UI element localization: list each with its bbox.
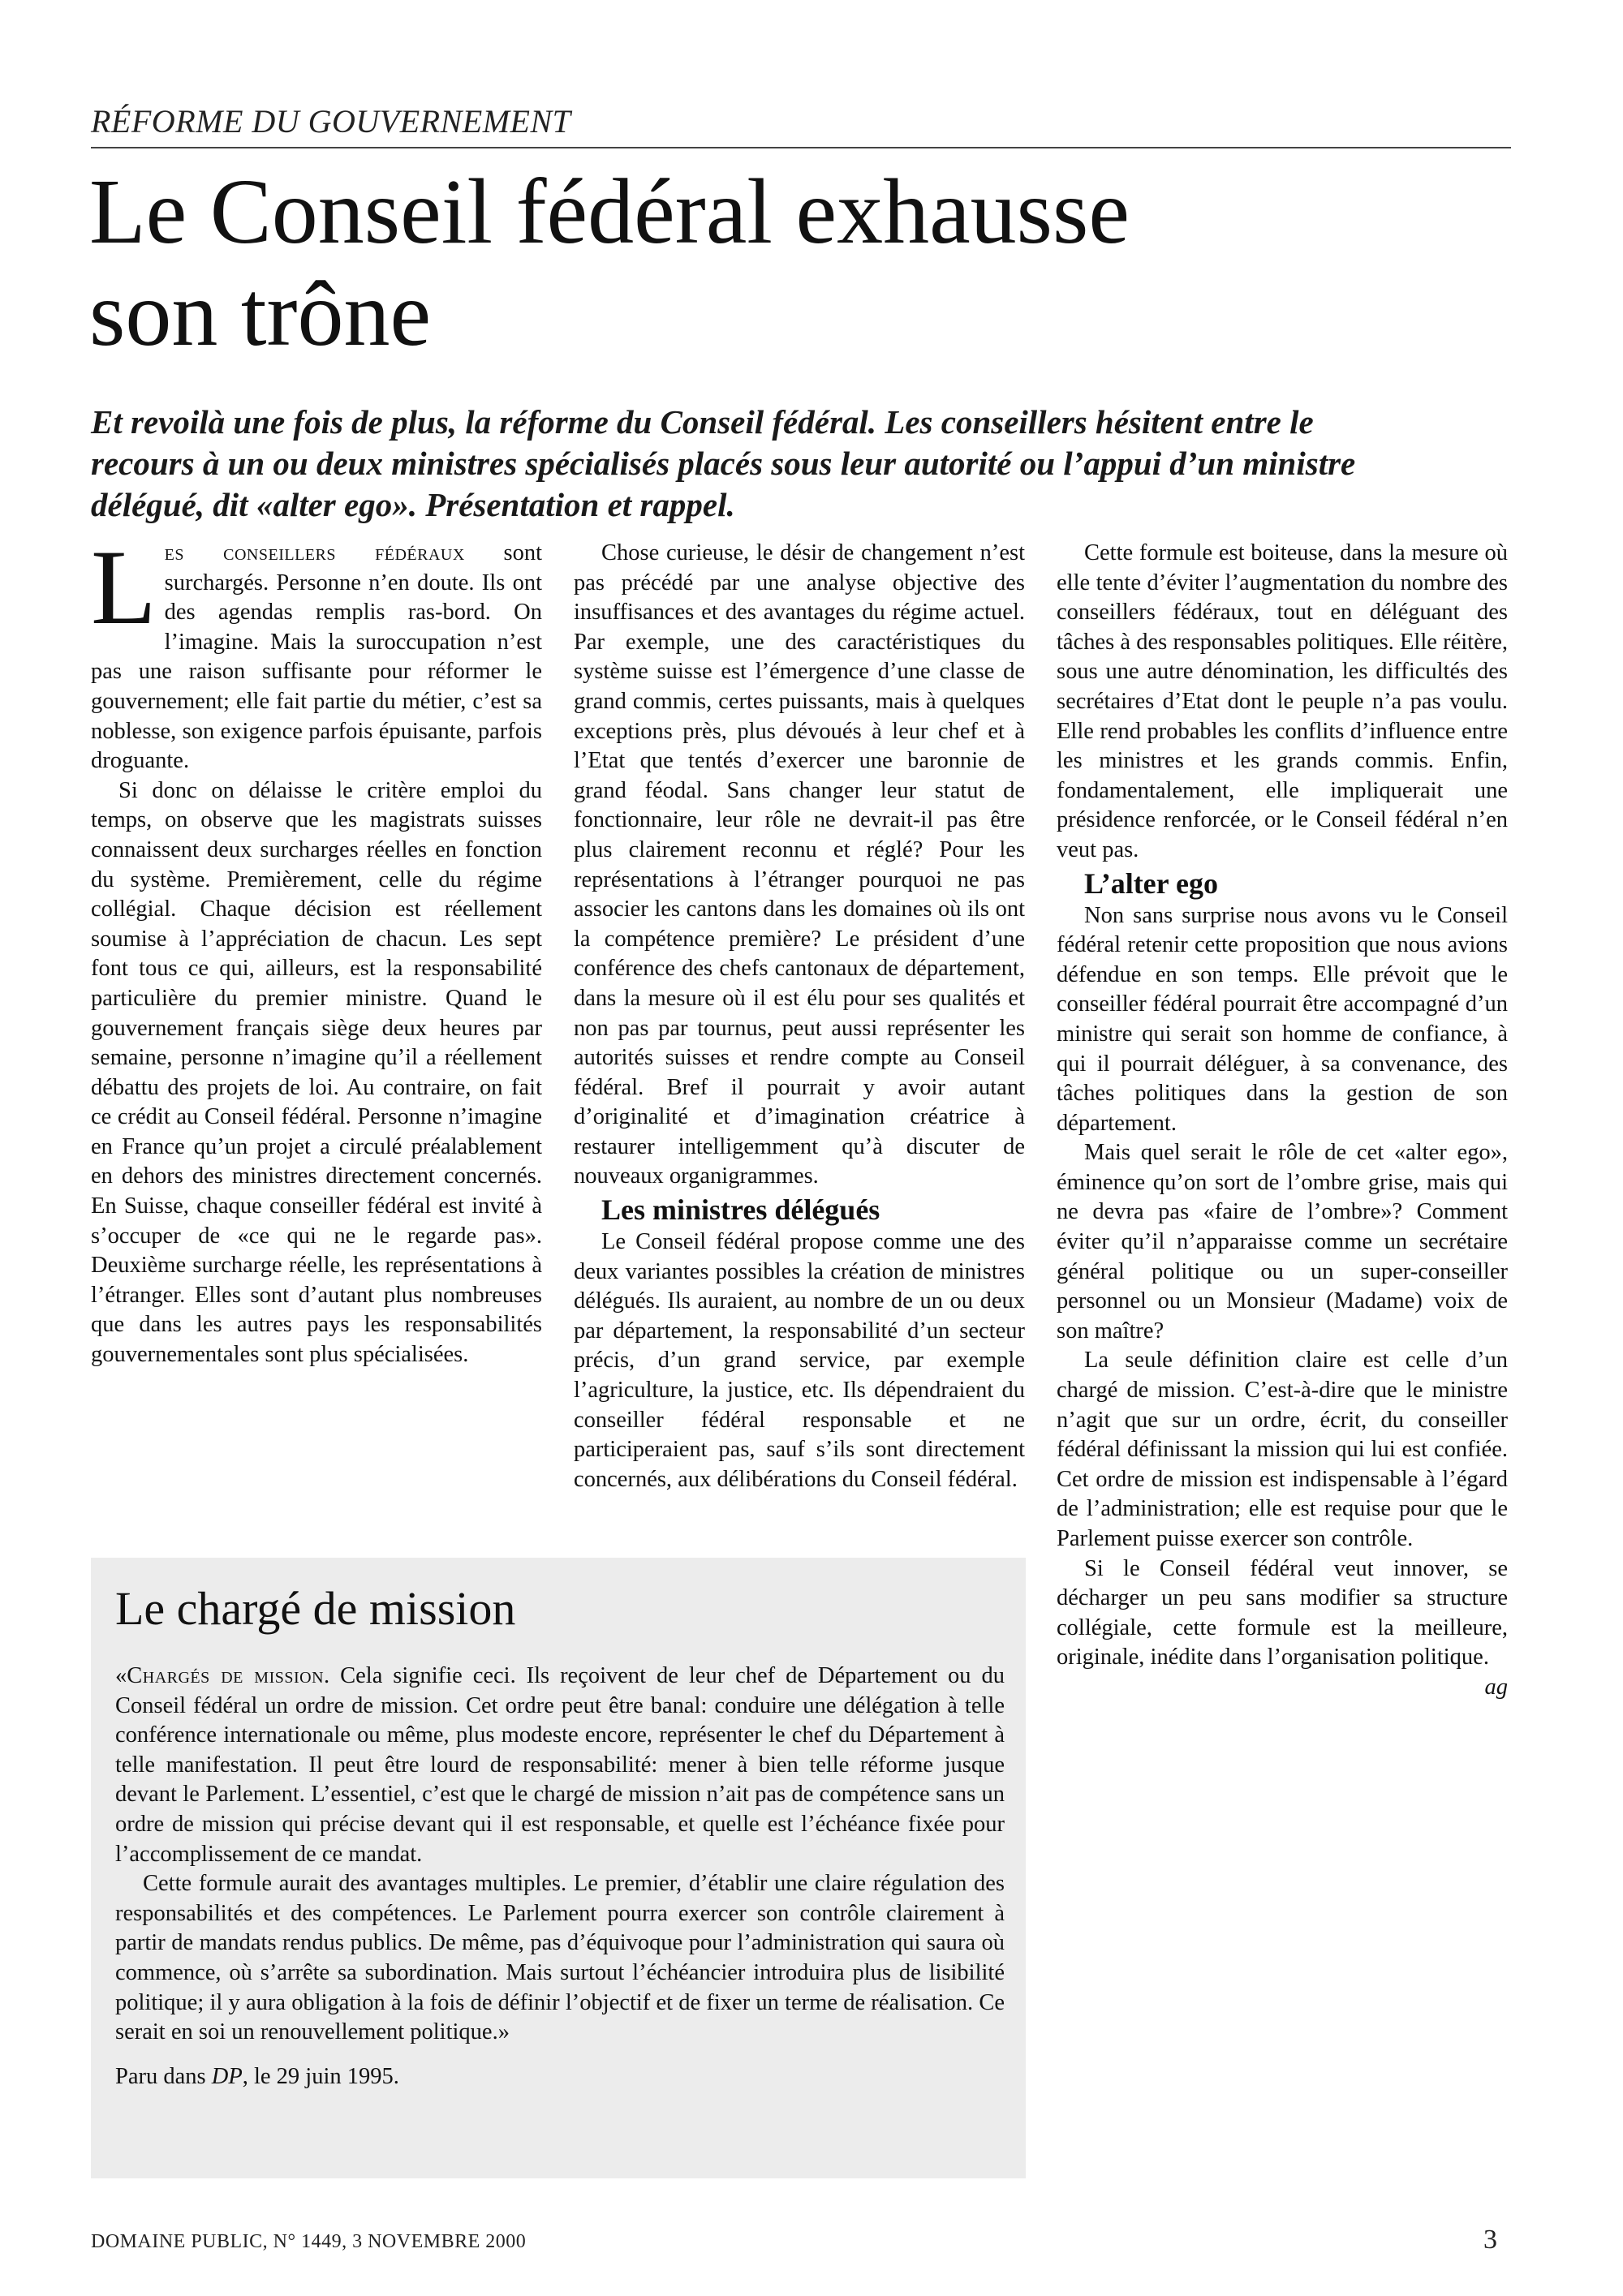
author-signoff: ag (1484, 1674, 1508, 1700)
section-kicker: RÉFORME DU GOUVERNEMENT (91, 102, 1511, 148)
sidebar-box (91, 1558, 1026, 2178)
box-lead-smallcaps: Chargés de mission (127, 1663, 325, 1688)
box-paragraph-2: Cette formule aurait des avantages multiples. Le premier, d’établir une claire régulation des responsabilités et des compétences. Le Parlement pourra exercer son contrôle clairement à partir de mandats rendus publics. De même, pas d’équivoque pour l’administration qui saura où commence, où s’arrête sa subordination. Mais surtout l’échéancier introduira plus de lisibilité politique; il y aura obligation à la fois de définir l’objectif et de fixer un terme de réalisation. Ce serait en soi un renouvellement politique.» (115, 1871, 1005, 2045)
article-paragraph-4: Le Conseil fédéral propose comme une des deux variantes possibles la création de ministres délégués. Ils auraient, au nombre de un ou deux par département, la responsabilité d’un secteur précis, d’un grand service, par exemple l’agriculture, la justice, etc. Ils dépendraient du conseiller fédéral responsable et ne participeraient pas, sauf s’ils sont directement concernés, aux délibérations du Conseil fédéral. (574, 1229, 1025, 1492)
subheading-alter-ego: L’alter ego (1084, 866, 1218, 900)
article-paragraph-1 (91, 527, 542, 776)
article-paragraph-9 (1057, 1554, 1508, 1700)
subheading-ministres-delegues: Les ministres délégués (601, 1193, 880, 1227)
article-paragraph-1-text: sont surchargés. Personne n’en doute. Ils ont des agendas remplis ras-bord. On l’imagine. Mais la suroccupation n’est pas une raison suffisante pour réformer le gouvernement; elle fait partie du métier, c’est sa noblesse, son exigence parfois épuisante, parfois droguante. (91, 540, 542, 774)
article-column-1 (91, 527, 542, 1370)
drop-cap: L (91, 527, 157, 647)
box-paragraph-1-text: . Cela signifie ceci. Ils reçoivent de leur chef de Département ou du Conseil fédéral un ordre de mission. Cet ordre peut être banal: conduire une délégation à telle conférence internationale ou même, plus modeste encore, représenter le chef du Département à telle manifestation. Il peut être lourd de responsabilité: mener à bien telle réforme jusque devant le Parlement. L’essentiel, c’est que le chargé de mission n’ait pas de compétence sans un ordre de mission qui précise devant qui il est responsable, et quelle est l’échéance fixée pour l’accomplissement de ce mandat. (115, 1663, 1005, 1867)
source-suffix: , le 29 juin 1995. (242, 2063, 399, 2089)
headline (89, 161, 1469, 365)
article-paragraph-8: La seule définition claire est celle d’un chargé de mission. C’est-à-dire que le ministre n’agit que sur un ordre, écrit, du conseiller fédéral définissant la mission qui lui est confiée. Cet ordre de mission est indispensable à l’égard de l’administration; elle est requise pour que le Parlement puisse exercer son contrôle. (1057, 1348, 1508, 1551)
open-quote: « (115, 1663, 127, 1688)
headline-line-1: Le Conseil fédéral exhausse (89, 160, 1130, 263)
article-column-3 (1057, 539, 1508, 1703)
article-paragraph-6: Non sans surprise nous avons vu le Conseil fédéral retenir cette proposition que nous avions défendue en son temps. Elle prévoit que le conseiller fédéral pourrait être accompagné d’un ministre qui serait son homme de confiance, à qui il pourrait déléguer, à sa convenance, des tâches politiques dans la gestion de son département. (1057, 902, 1508, 1136)
article-paragraph-5: Cette formule est boiteuse, dans la mesure où elle tente d’éviter l’augmentation du nombre des conseillers fédéraux, tout en déléguant des tâches à des responsables politiques. Elle réitère, sous une autre dénomination, les difficultés des secrétaires d’Etat dont le peuple n’a pas voulu. Elle rend probables les conflits d’influence entre les ministres et les grands commis. Enfin, fondamentalement, elle impliquerait une présidence renforcée, or le Conseil fédéral n’en veut pas. (1057, 540, 1508, 862)
article-paragraph-2: Si donc on délaisse le critère emploi du temps, on observe que les magistrats suisses connaissent deux surcharges réelles en fonction du système. Premièrement, celle du régime collégial. Chaque décision est réellement soumise à l’appréciation de chacun. Les sept font tous ce qui, ailleurs, est la responsabilité particulière du premier ministre. Quand le gouvernement français siège deux heures par semaine, personne n’imagine qu’il a réellement débattu des projets de loi. Au contraire, on fait ce crédit au Conseil fédéral. Personne n’imagine en France qu’un projet a circulé préalablement en dehors des ministres directement concernés. En Suisse, chaque conseiller fédéral est invité à s’occuper de «ce qui ne le regarde pas». Deuxième surcharge réelle, les représentations à l’étranger. Elles sont d’autant plus nombreuses que dans les autres pays les responsabilités gouvernementales sont plus spécialisées. (91, 777, 542, 1368)
article-paragraph-7: Mais quel serait le rôle de cet «alter ego», éminence qu’on sort de l’ombre grise, mais qui ne devra pas «faire de l’ombre»? Comment éviter qu’il n’apparaisse comme un secrétaire général politique ou un super-conseiller personnel ou un Monsieur (Madame) voix de son maître? (1057, 1140, 1508, 1344)
article-paragraph-3: Chose curieuse, le désir de changement n’est pas précédé par une analyse objective des insuffisances et des avantages du régime actuel. Par exemple, une des caractéristiques du système suisse est l’émergence d’une classe de grand commis, certes puissants, mais à quelques exceptions près, plus dévoués à leur chef et à l’Etat que tentés d’exercer une baronnie de grand féodal. Sans changer leur statut de fonctionnaire, leur rôle ne devrait-il pas être plus clairement reconnu et réglé? Pour les représentations à l’étranger pourquoi ne pas associer les cantons dans les domaines où ils ont la compétence première? Le président d’une conférence des chefs cantonaux de département, dans la mesure où il est élu pour ses qualités et non pas par tournus, peut aussi représenter les autorités suisses et rendre compte au Conseil fédéral. Bref il pourrait y avoir autant d’originalité et d’imagination créatrice à restaurer intelligemment qu’à discuter de nouveaux organigrammes. (574, 540, 1025, 1189)
headline-line-2: son trône (89, 262, 432, 365)
source-prefix: Paru dans (115, 2063, 212, 2089)
box-body (115, 1662, 1005, 2092)
box-paragraph-1 (115, 1662, 1005, 1869)
box-title: Le chargé de mission (115, 1582, 516, 1635)
article-paragraph-9-text: Si le Conseil fédéral veut innover, se décharger un peu sans modifier sa structure collégiale, cette formule est la meilleure, originale, inédite dans l’organisation politique. (1057, 1555, 1508, 1670)
footer-publication: DOMAINE PUBLIC, N° 1449, 3 NOVEMBRE 2000 (91, 2231, 527, 2252)
source-publication: DP (211, 2063, 243, 2089)
lede: Et revoilà une fois de plus, la réforme du Conseil fédéral. Les conseillers hésitent entre le recours à un ou deux ministres spécialisés placés sous leur autorité ou l’appui d’un ministre délégué, dit «alter ego». Présentation et rappel. (91, 403, 1356, 523)
page-number: 3 (1483, 2225, 1497, 2255)
box-source (115, 2062, 1005, 2092)
lead-smallcaps: es conseillers fédéraux (164, 540, 465, 565)
article-column-2 (574, 539, 1025, 1494)
